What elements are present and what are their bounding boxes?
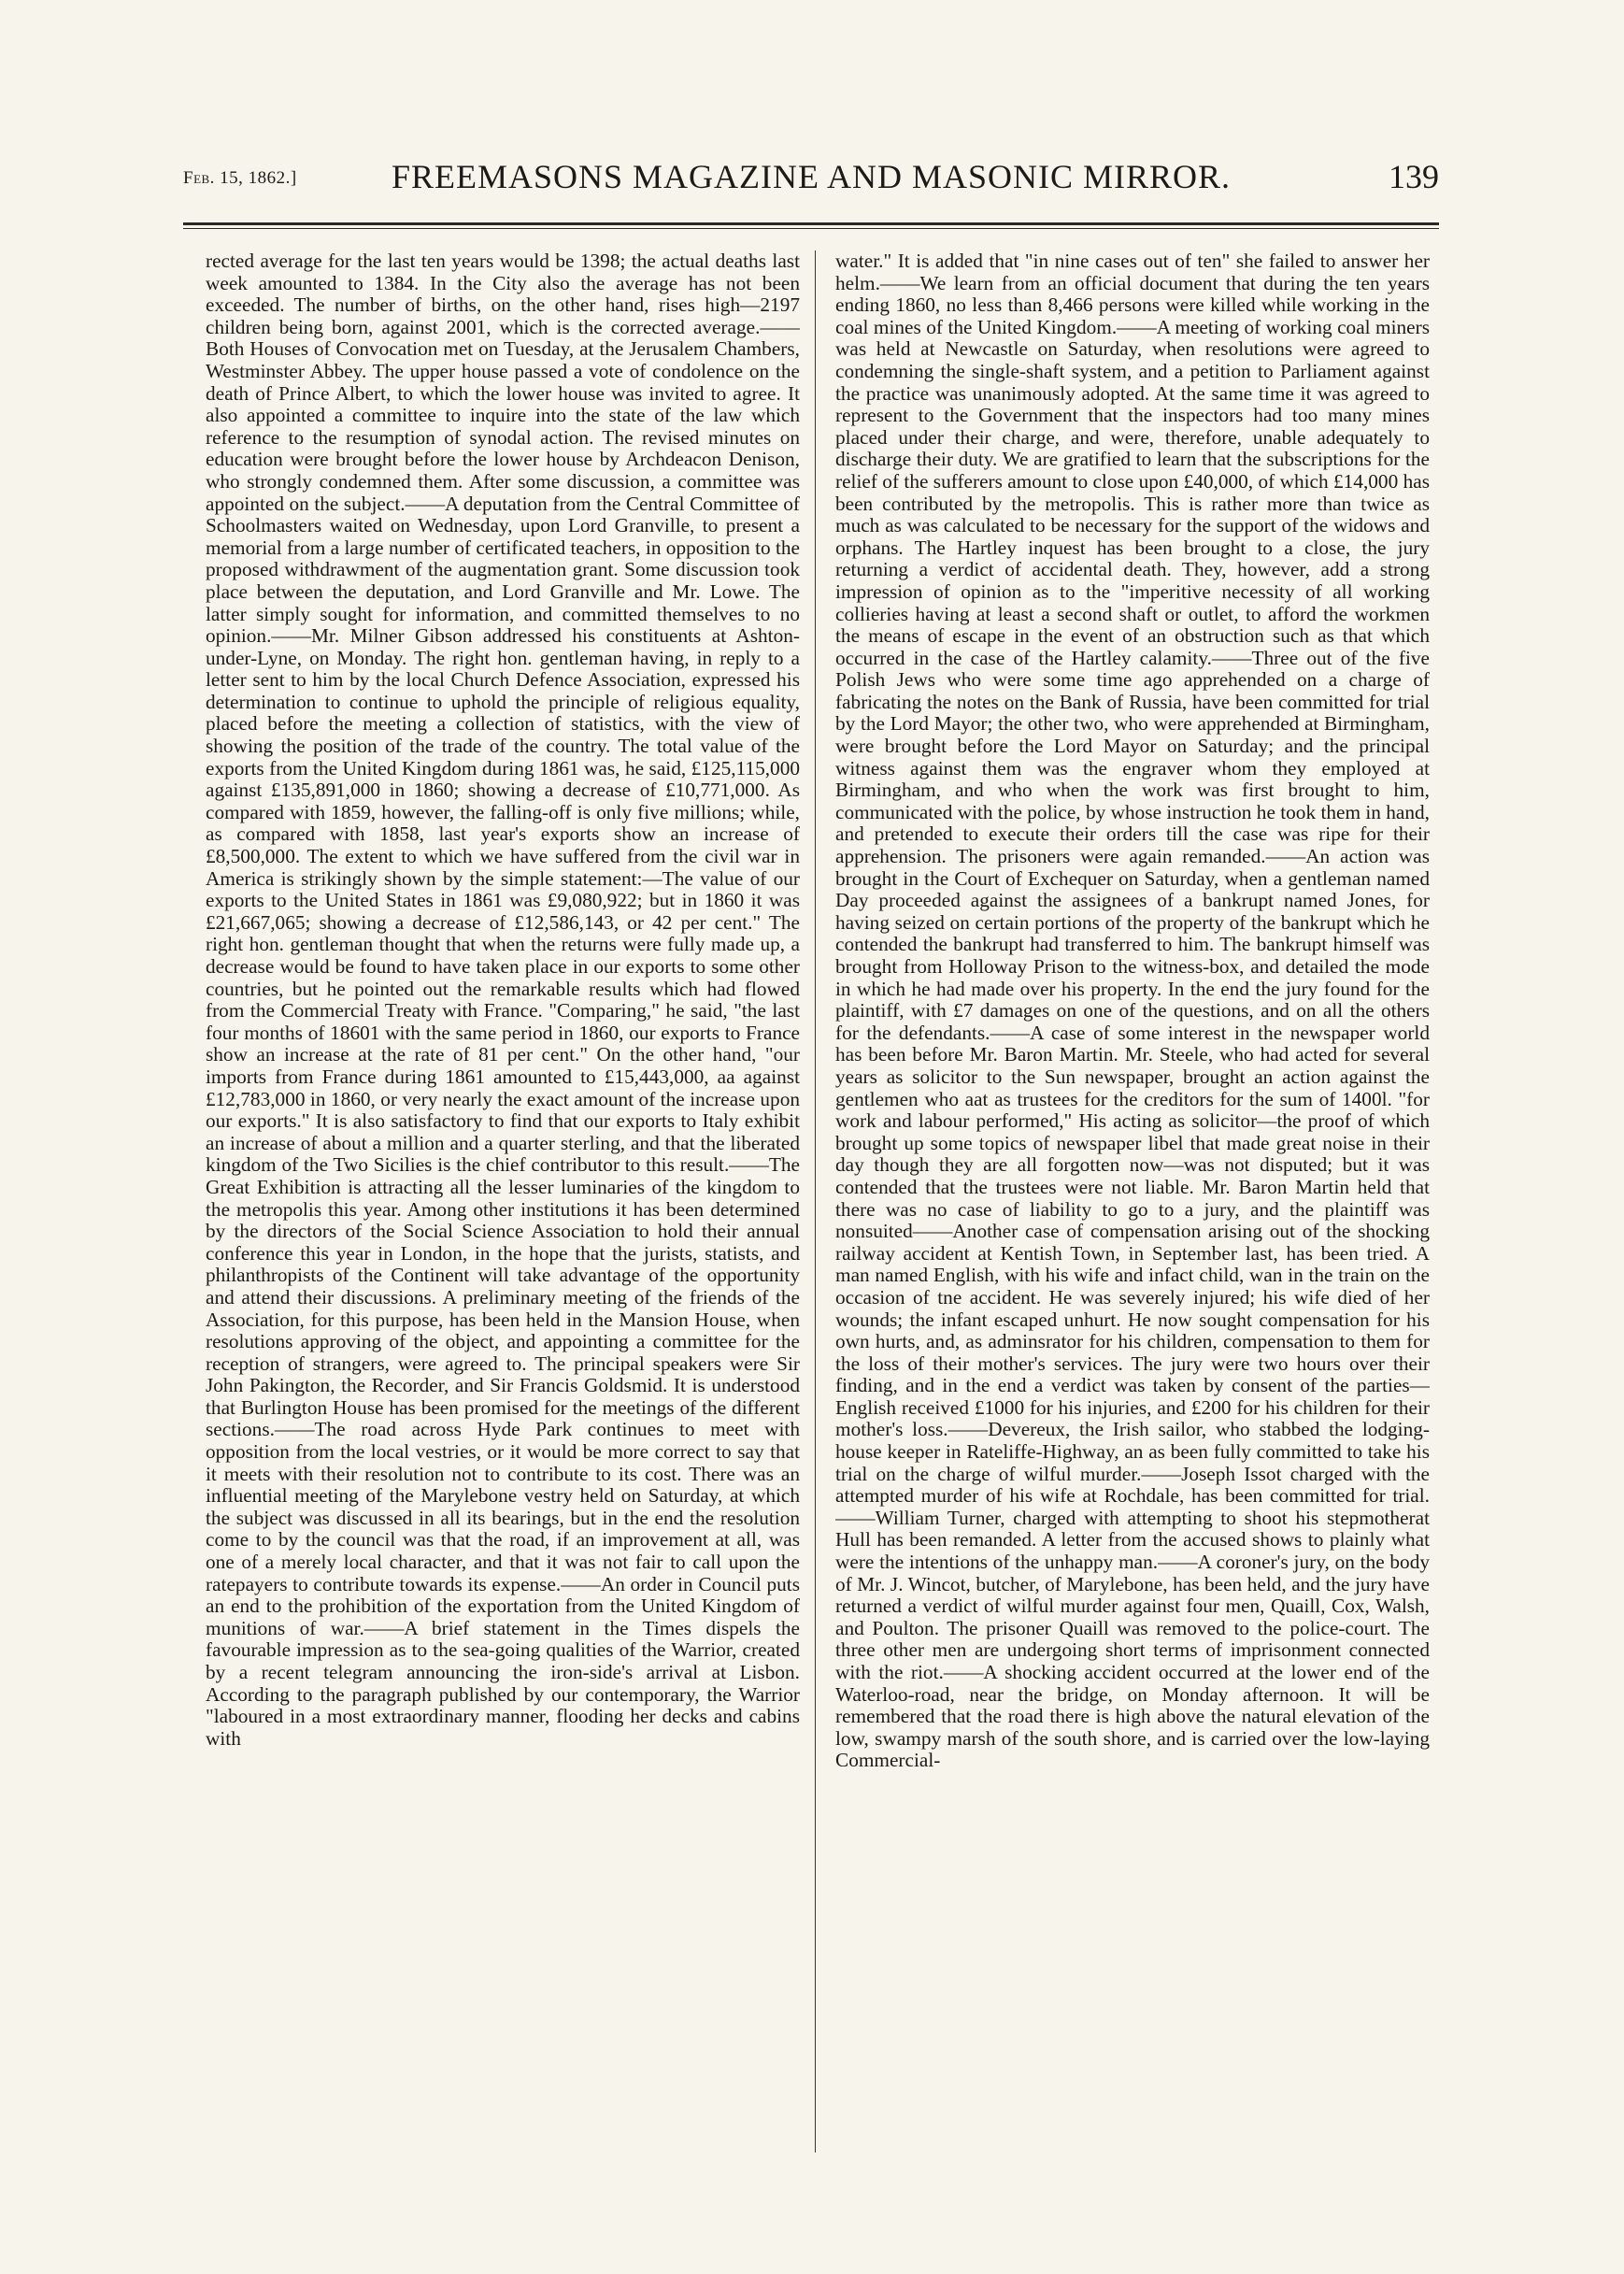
masthead xyxy=(183,140,1439,198)
header-rule-thin xyxy=(183,228,1439,229)
article-column-right xyxy=(835,250,1430,2152)
column-right-text: water." It is added that "in nine cases out of ten" she failed to answer her helm.——We learn from an official document that during the ten years ending 1860, no less than 8,466 persons were killed while working in the coal mines of the United Kingdom.——A meeting of working coal miners was held at Newcastle on Saturday, when resolutions were agreed to condemning the single-shaft system, and a petition to Parliament against the practice was unanimously adopted. At the same time it was agreed to represent to the Government that the inspectors had too many mines placed under their charge, and were, therefore, unable adequately to discharge their duty. We are gratified to learn that the subscriptions for the relief of the sufferers amount to close upon £40,000, of which £14,000 has been contributed by the metropolis. This is rather more than twice as much as was calculated to be necessary for the support of the widows and orphans. The Hartley inquest has been brought to a close, the jury returning a verdict of accidental death. They, however, add a strong impression of opinion as to the "imperitive necessity of all working collieries having at least a second shaft or outlet, to afford the workmen the means of escape in the event of an obstruction such as that which occurred in the case of the Hartley calamity.——Three out of the five Polish Jews who were some time ago apprehended on a charge of fabricating the notes on the Bank of Russia, have been committed for trial by the Lord Mayor; the other two, who were apprehended at Birmingham, were brought before the Lord Mayor on Saturday; and the principal witness against them was the engraver whom they employed at Birmingham, and who when the work was first brought to him, communicated with the police, by whose instruction he took them in hand, and pretended to execute their orders till the case was ripe for their apprehension. The prisoners were again remanded.——An action was brought in the Court of Exchequer on Saturday, when a gentleman named Day proceeded against the assignees of a bankrupt named Jones, for having seized on certain portions of the property of the bankrupt which he contended the bankrupt had transferred to him. The bankrupt himself was brought from Holloway Prison to the witness-box, and detailed the mode in which he had made over his property. In the end the jury found for the plaintiff, with £7 damages on one of the questions, and on all the others for the defendants.——A case of some interest in the newspaper world has been before Mr. Baron Martin. Mr. Steele, who had acted for several years as solicitor to the Sun newspaper, brought an action against the gentlemen who aat as trustees for the creditors for the sum of 1400l. "for work and labour performed," His acting as solicitor—the proof of which brought up some topics of newspaper libel that made great noise in their day though they are all forgotten now—was not disputed; but it was contended that the trustees were not liable. Mr. Baron Martin held that there was no case of liability to go to a jury, and the plaintiff was nonsuited——Another case of compensation arising out of the shocking railway accident at Kentish Town, in September last, has been tried. A man named English, with his wife and infact child, wan in the train on the occasion of tne accident. He was severely injured; his wife died of her wounds; the infant escaped unhurt. He now sought compensation for his own hurts, and, as adminsrator for his children, compensation to them for the loss of their mother's services. The jury were two hours over their finding, and in the end a verdict was taken by consent of the parties—English received £1000 for his injuries, and £200 for his children for their mother's loss.——Devereux, the Irish sailor, who stabbed the lodging-house keeper in Rateliffe-Highway, an as been fully committed to take his trial on the charge of wilful murder.——Joseph Issot charged with the attempted murder of his wife at Rochdale, has been committed for trial.——William Turner, charged with attempting to shoot his stepmotherat Hull has been remanded. A letter from the accused shows to plainly what were the intentions of the unhappy man.——A coroner's jury, on the body of Mr. J. Wincot, butcher, of Marylebone, has been held, and the jury have returned a verdict of wilful murder against four men, Quaill, Cox, Walsh, and Poulton. The prisoner Quaill was removed to the police-court. The three other men are undergoing short terms of imprisonment connected with the riot.——A shocking accident occurred at the lower end of the Waterloo-road, near the bridge, on Monday afternoon. It will be remembered that the road there is high above the natural elevation of the low, swampy marsh of the south shore, and is carried over the low-laying Commercial- xyxy=(835,250,1430,1772)
issue-date: Feb. 15, 1862.] xyxy=(183,168,297,188)
column-left-text: rected average for the last ten years would be 1398; the actual deaths last week amounted to 1384. In the City also the average has not been exceeded. The number of births, on the other hand, rises high—2197 children being born, against 2001, which is the corrected average.——Both Houses of Convocation met on Tuesday, at the Jerusalem Chambers, Westminster Abbey. The upper house passed a vote of condolence on the death of Prince Albert, to which the lower house was invited to agree. It also appointed a committee to inquire into the state of the law which reference to the resumption of synodal action. The revised minutes on education were brought before the lower house by Archdeacon Denison, who strongly condemned them. After some discussion, a committee was appointed on the subject.——A deputation from the Central Committee of Schoolmasters waited on Wednesday, upon Lord Granville, to present a memorial from a large number of certificated teachers, in opposition to the proposed withdrawment of the augmentation grant. Some discussion took place between the deputation, and Lord Granville and Mr. Lowe. The latter simply sought for information, and committed themselves to no opinion.——Mr. Milner Gibson addressed his constituents at Ashton-under-Lyne, on Monday. The right hon. gentleman having, in reply to a letter sent to him by the local Church Defence Association, expressed his determination to continue to uphold the principle of religious equality, placed before the meeting a collection of statistics, with the view of showing the position of the trade of the country. The total value of the exports from the United Kingdom during 1861 was, he said, £125,115,000 against £135,891,000 in 1860; showing a decrease of £10,771,000. As compared with 1859, however, the falling-off is only five millions; while, as compared with 1858, last year's exports show an increase of £8,500,000. The extent to which we have suffered from the civil war in America is strikingly shown by the simple statement:—The value of our exports to the United States in 1861 was £9,080,922; but in 1860 it was £21,667,065; showing a decrease of £12,586,143, or 42 per cent." The right hon. gentleman thought that when the returns were fully made up, a decrease would be found to have taken place in our exports to some other countries, but he pointed out the remarkable results which had flowed from the Commercial Treaty with France. "Comparing," he said, "the last four months of 18601 with the same period in 1860, our exports to France show an increase at the rate of 81 per cent." On the other hand, "our imports from France during 1861 amounted to £15,443,000, aa against £12,783,000 in 1860, or very nearly the exact amount of the increase upon our exports." It is also satisfactory to find that our exports to Italy exhibit an increase of about a million and a quarter sterling, and that the liberated kingdom of the Two Sicilies is the chief contributor to this result.——The Great Exhibition is attracting all the lesser luminaries of the kingdom to the metropolis this year. Among other institutions it has been determined by the directors of the Social Science Association to hold their annual conference this year in London, in the hope that the jurists, statists, and philanthropists of the Continent will take advantage of the opportunity and attend their discussions. A preliminary meeting of the friends of the Association, for this purpose, has been held in the Mansion House, when resolutions approving of the object, and appointing a committee for the reception of strangers, were agreed to. The principal speakers were Sir John Pakington, the Recorder, and Sir Francis Goldsmid. It is understood that Burlington House has been promised for the meetings of the different sections.——The road across Hyde Park continues to meet with opposition from the local vestries, or it would be more correct to say that it meets with their resolution not to contribute to its cost. There was an influential meeting of the Marylebone vestry held on Saturday, at which the subject was discussed in all its bearings, but in the end the resolution come to by the council was that the road, if an improvement at all, was one of a merely local character, and that it was not fair to call upon the ratepayers to contribute towards its expense.——An order in Council puts an end to the prohibition of the exportation from the United Kingdom of munitions of war.——A brief statement in the Times dispels the favourable impression as to the sea-going qualities of the Warrior, created by a recent telegram announcing the iron-side's arrival at Lisbon. According to the paragraph published by our contemporary, the Warrior "laboured in a most extraordinary manner, flooding her decks and cabins with xyxy=(206,250,800,1750)
article-column-left xyxy=(206,250,800,2152)
publication-title: FREEMASONS MAGAZINE AND MASONIC MIRROR. xyxy=(391,158,1232,195)
column-divider xyxy=(815,250,816,2152)
header-rule-thick xyxy=(183,222,1439,225)
page-number: 139 xyxy=(1389,158,1439,195)
